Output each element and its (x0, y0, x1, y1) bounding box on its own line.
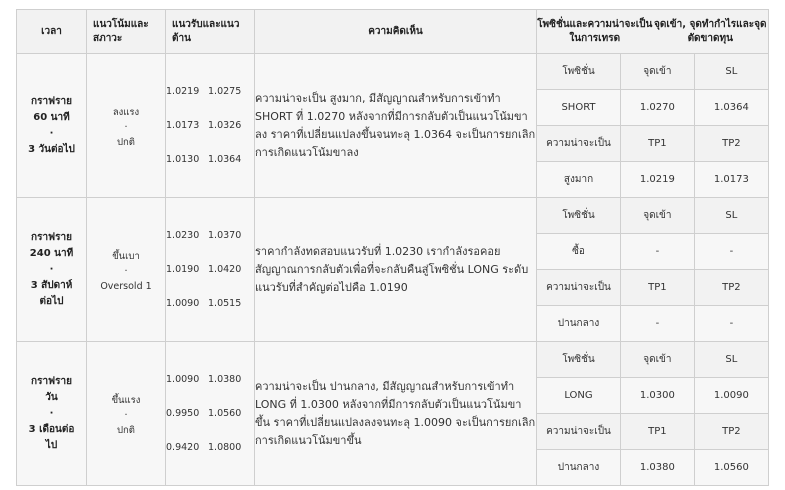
forecast-row (17, 198, 769, 342)
period-line: 3 สัปดาห์ (30, 279, 73, 291)
period-line: กราฟราย (31, 375, 72, 387)
support-value: 1.0219 (166, 85, 200, 97)
support-value: 1.0230 (166, 229, 200, 241)
grid-cell: 1.0380 (621, 450, 695, 486)
resistance-value: 1.0326 (208, 119, 242, 131)
levels-cell (166, 342, 255, 486)
level-pair (166, 219, 254, 253)
grid-cell: ปานกลาง (537, 450, 621, 486)
resistance-value: 1.0560 (208, 407, 242, 419)
trend-cell (87, 54, 166, 198)
resistance-value: 1.0515 (208, 297, 242, 309)
grid-cell: TP1 (621, 126, 695, 162)
trend-label: · (124, 410, 128, 421)
level-pair (166, 75, 254, 109)
grid-cell: - (621, 306, 695, 342)
grid-cell: 1.0173 (713, 174, 749, 185)
grid-row (537, 450, 768, 486)
position-grid (537, 54, 768, 197)
resistance-value: 1.0800 (208, 441, 242, 453)
trend-label: ปกติ (117, 425, 135, 436)
support-value: 1.0130 (166, 153, 200, 165)
grid-row (537, 234, 768, 270)
resistance-value: 1.0420 (208, 263, 242, 275)
grid-cell: ซื้อ (537, 234, 621, 270)
comment-cell: ความน่าจะเป็น ปานกลาง, มีสัญญาณสำหรับการเข้าทำ LONG ที่ 1.0300 หลังจากที่มีการกลับตัวเป็นแนวโน้มขาขึ้น ราคาที่เปลี่ยนแปลงลงจนทะลุ 1.0090 จะเป็นการยกเลิกการเกิดแนวโน้มขาขึ้น (255, 342, 537, 486)
resistance-value: 1.0364 (208, 153, 242, 165)
grid-cell: โพซิชั่น (537, 342, 621, 378)
header-position: โพซิชั่นและความน่าจะเป็นในการเทรด (537, 18, 653, 44)
grid-cell: - (694, 234, 768, 270)
forecast-row (17, 54, 769, 198)
grid-row (537, 306, 768, 342)
header-levels: แนวรับและแนวต้าน (166, 10, 255, 54)
grid-cell: 1.0364 (694, 90, 768, 126)
support-value: 1.0190 (166, 263, 200, 275)
position-grid-cell (537, 342, 769, 486)
grid-cell: TP2 (694, 126, 768, 162)
header-position-points (537, 10, 769, 54)
position-grid-cell (537, 54, 769, 198)
position-grid (537, 342, 768, 485)
grid-row (537, 414, 768, 450)
level-pair (166, 253, 254, 287)
grid-cell: LONG (537, 378, 621, 414)
grid-row (537, 198, 768, 234)
grid-cell: SL (694, 198, 768, 234)
period-line: 60 นาที (33, 111, 70, 123)
grid-row (537, 90, 768, 126)
position-grid (537, 198, 768, 341)
grid-cell: 1.0090 (694, 378, 768, 414)
support-value: 1.0173 (166, 119, 200, 131)
header-row (17, 10, 769, 54)
period-cell (17, 54, 87, 198)
resistance-value: 1.0370 (208, 229, 242, 241)
trend-label: ปกติ (117, 137, 135, 148)
header-trend: แนวโน้มและสภาวะ (87, 10, 166, 54)
level-pair (166, 287, 254, 321)
grid-cell: SL (694, 342, 768, 378)
grid-row (537, 126, 768, 162)
grid-cell: โพซิชั่น (537, 54, 621, 90)
period-cell (17, 198, 87, 342)
position-grid-cell (537, 198, 769, 342)
grid-cell: ปานกลาง (537, 306, 621, 342)
grid-cell: จุดเข้า (621, 54, 695, 90)
level-pair (166, 363, 254, 397)
grid-row (537, 162, 768, 198)
grid-row (537, 342, 768, 378)
trend-label: Oversold 1 (100, 281, 152, 292)
trend-cell (87, 198, 166, 342)
grid-cell: สูงมาก (537, 162, 621, 198)
trend-cell (87, 342, 166, 486)
period-line: · (49, 407, 54, 419)
level-pair (166, 397, 254, 431)
trend-label: ขึ้นแรง (111, 395, 141, 406)
period-line: ต่อไป (39, 295, 64, 307)
header-points: จุดเข้า, จุดทำกำไรและจุดตัดขาดทุน (654, 18, 767, 44)
grid-cell: ความน่าจะเป็น (537, 414, 621, 450)
trend-label: ขึ้นเบา (112, 251, 140, 262)
support-value: 0.9950 (166, 407, 200, 419)
grid-cell: ความน่าจะเป็น (537, 126, 621, 162)
grid-cell: TP1 (621, 414, 695, 450)
grid-cell: จุดเข้า (621, 342, 695, 378)
grid-cell: 1.0219 (621, 162, 695, 198)
grid-cell: TP1 (621, 270, 695, 306)
grid-cell: SL (694, 54, 768, 90)
grid-cell: SHORT (537, 90, 621, 126)
levels-cell (166, 198, 255, 342)
trend-label: · (124, 266, 128, 277)
grid-cell: 1.0560 (713, 462, 749, 473)
period-cell (17, 342, 87, 486)
forecast-row (17, 342, 769, 486)
trend-label: · (124, 122, 128, 133)
period-line: กราฟราย (31, 231, 72, 243)
level-pair (166, 143, 254, 177)
comment-cell: ความน่าจะเป็น สูงมาก, มีสัญญาณสำหรับการเข้าทำ SHORT ที่ 1.0270 หลังจากที่มีการกลับตัวเป็นแนวโน้มขาลง ราคาที่เปลี่ยนแปลงขึ้นจนทะลุ 1.0364 จะเป็นการยกเลิกการเกิดแนวโน้มขาลง (255, 54, 537, 198)
period-line: ไป (45, 439, 58, 451)
level-pair (166, 109, 254, 143)
levels-cell (166, 54, 255, 198)
header-time: เวลา (17, 10, 87, 54)
grid-cell: จุดเข้า (621, 198, 695, 234)
comment-cell: ราคากำลังทดสอบแนวรับที่ 1.0230 เรากำลังรอคอยสัญญาณการกลับตัวเพื่อที่จะกลับคืนสู่โพซิชั่น LONG ระดับแนวรับที่สำคัญต่อไปคือ 1.0190 (255, 198, 537, 342)
period-line: 3 เดือนต่อ (28, 423, 75, 435)
grid-cell: - (729, 318, 734, 329)
period-line: กราฟราย (31, 95, 72, 107)
period-line: · (49, 127, 54, 139)
trend-label: ลงแรง (112, 107, 140, 118)
grid-cell: - (621, 234, 695, 270)
grid-cell: ความน่าจะเป็น (537, 270, 621, 306)
support-value: 1.0090 (166, 373, 200, 385)
grid-cell: โพซิชั่น (537, 198, 621, 234)
grid-cell: TP2 (694, 414, 768, 450)
resistance-value: 1.0380 (208, 373, 242, 385)
grid-row (537, 378, 768, 414)
level-pair (166, 431, 254, 465)
grid-row (537, 270, 768, 306)
forecast-table (16, 9, 769, 486)
grid-cell: 1.0270 (621, 90, 695, 126)
period-line: · (49, 263, 54, 275)
support-value: 0.9420 (166, 441, 200, 453)
support-value: 1.0090 (166, 297, 200, 309)
period-line: 240 นาที (29, 247, 74, 259)
period-line: 3 วันต่อไป (28, 143, 75, 155)
grid-cell: 1.0300 (621, 378, 695, 414)
resistance-value: 1.0275 (208, 85, 242, 97)
grid-cell: TP2 (694, 270, 768, 306)
grid-row (537, 54, 768, 90)
header-comment: ความคิดเห็น (255, 10, 537, 54)
period-line: วัน (45, 391, 58, 403)
